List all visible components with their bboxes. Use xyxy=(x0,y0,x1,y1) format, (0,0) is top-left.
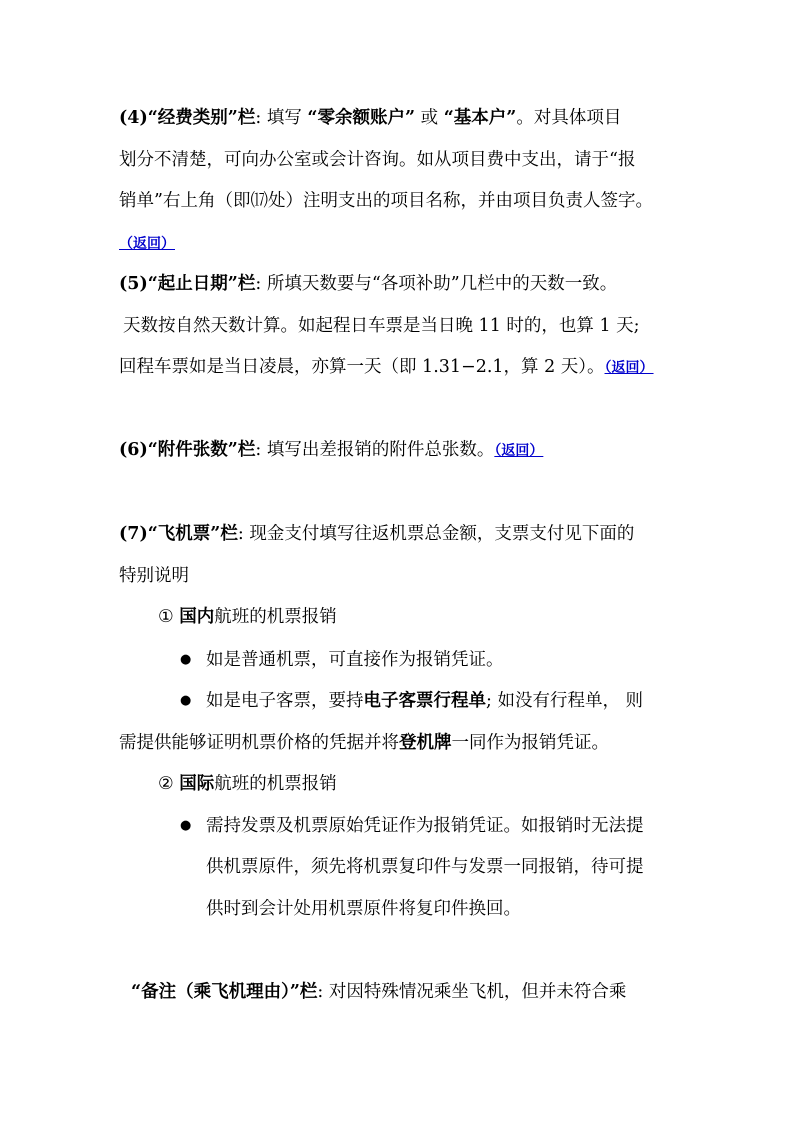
sec5-heading: (5)“起止日期”栏 xyxy=(119,274,256,294)
sec7-heading: (7)“飞机票”栏 xyxy=(119,524,238,544)
sec4-line3: 销单”右上角（即⒄处）注明支出的项目名称，并由项目负责人签字。 xyxy=(119,191,653,211)
bullet-icon: ● xyxy=(180,652,192,667)
bullet-icon: ● xyxy=(180,818,192,833)
sec6-line1 xyxy=(119,438,543,463)
sec4-line1 xyxy=(119,106,621,130)
bullet-b-line1 xyxy=(206,689,643,713)
e-ticket-itinerary: 电子客票行程单 xyxy=(363,691,486,711)
bullet-c-line2: 供机票原件，须先将机票复印件与发票一同报销，待可提 xyxy=(206,857,644,877)
sec5-line1 xyxy=(119,272,617,296)
domestic-number: ① xyxy=(158,607,174,627)
remark-line1 xyxy=(131,980,626,1004)
sec4-colon-text: : 填写 xyxy=(255,108,302,128)
sec4-line2: 划分不清楚，可向办公室或会计咨询。如从项目费中支出，请于“报 xyxy=(119,150,636,170)
domestic-rest: 航班的机票报销 xyxy=(214,607,337,627)
sec4-option-zero-balance: “零余额账户” xyxy=(307,108,416,128)
bullet-c-line1: 需持发票及机票原始凭证作为报销凭证。如报销时无法提 xyxy=(206,816,644,836)
back-link[interactable]: （返回） xyxy=(604,360,654,376)
bullet-b-line2 xyxy=(119,731,609,755)
sec4-or: 或 xyxy=(420,108,439,128)
remark-rest1: : 对因特殊情况乘坐飞机，但并未符合乘 xyxy=(317,982,627,1002)
remark-heading: “备注（乘飞机理由）”栏 xyxy=(131,982,318,1002)
back-link[interactable]: （返回） xyxy=(119,236,175,252)
bullet-b-pre: 如是电子客票，要持 xyxy=(206,691,364,711)
sec7-rest1: : 现金支付填写往返机票总金额，支票支付见下面的 xyxy=(237,524,635,544)
bullet-b-line2-post: 一同作为报销凭证。 xyxy=(451,733,609,753)
domestic-heading xyxy=(158,605,337,629)
sec4-rest1: 。对具体项目 xyxy=(516,108,622,128)
sec6-heading: (6)“附件张数”栏 xyxy=(119,440,256,460)
bullet-c-line3: 供时到会计处用机票原件将复印件换回。 xyxy=(206,899,521,919)
sec6-rest1: : 填写出差报销的附件总张数。 xyxy=(255,440,495,460)
bullet-icon: ● xyxy=(180,693,192,708)
sec4-back-link-line xyxy=(119,231,175,256)
bullet-a-text: 如是普通机票，可直接作为报销凭证。 xyxy=(206,650,504,670)
sec5-line3-text: 回程车票如是当日凌晨，亦算一天（即 1.31−2.1，算 2 天）。 xyxy=(119,357,605,377)
back-link[interactable]: （返回） xyxy=(494,443,544,459)
intl-rest: 航班的机票报销 xyxy=(214,774,337,794)
intl-bold: 国际 xyxy=(179,774,215,794)
sec7-line1 xyxy=(119,522,634,546)
sec4-option-basic: “基本户” xyxy=(443,108,517,128)
domestic-bold: 国内 xyxy=(179,607,215,627)
sec5-line3 xyxy=(119,355,654,380)
intl-heading xyxy=(158,772,337,796)
intl-number: ② xyxy=(158,774,174,794)
boarding-pass: 登机牌 xyxy=(399,733,452,753)
bullet-b-post: ; 如没有行程单， 则 xyxy=(486,691,644,711)
sec5-rest1: : 所填天数要与“各项补助”几栏中的天数一致。 xyxy=(255,274,618,294)
sec5-line2: 天数按自然天数计算。如起程日车票是当日晚 11 时的，也算 1 天; xyxy=(123,316,640,336)
sec7-line2: 特别说明 xyxy=(119,566,189,586)
sec4-heading: (4)“经费类别”栏 xyxy=(119,108,256,128)
bullet-b-line2-pre: 需提供能够证明机票价格的凭据并将 xyxy=(119,733,399,753)
